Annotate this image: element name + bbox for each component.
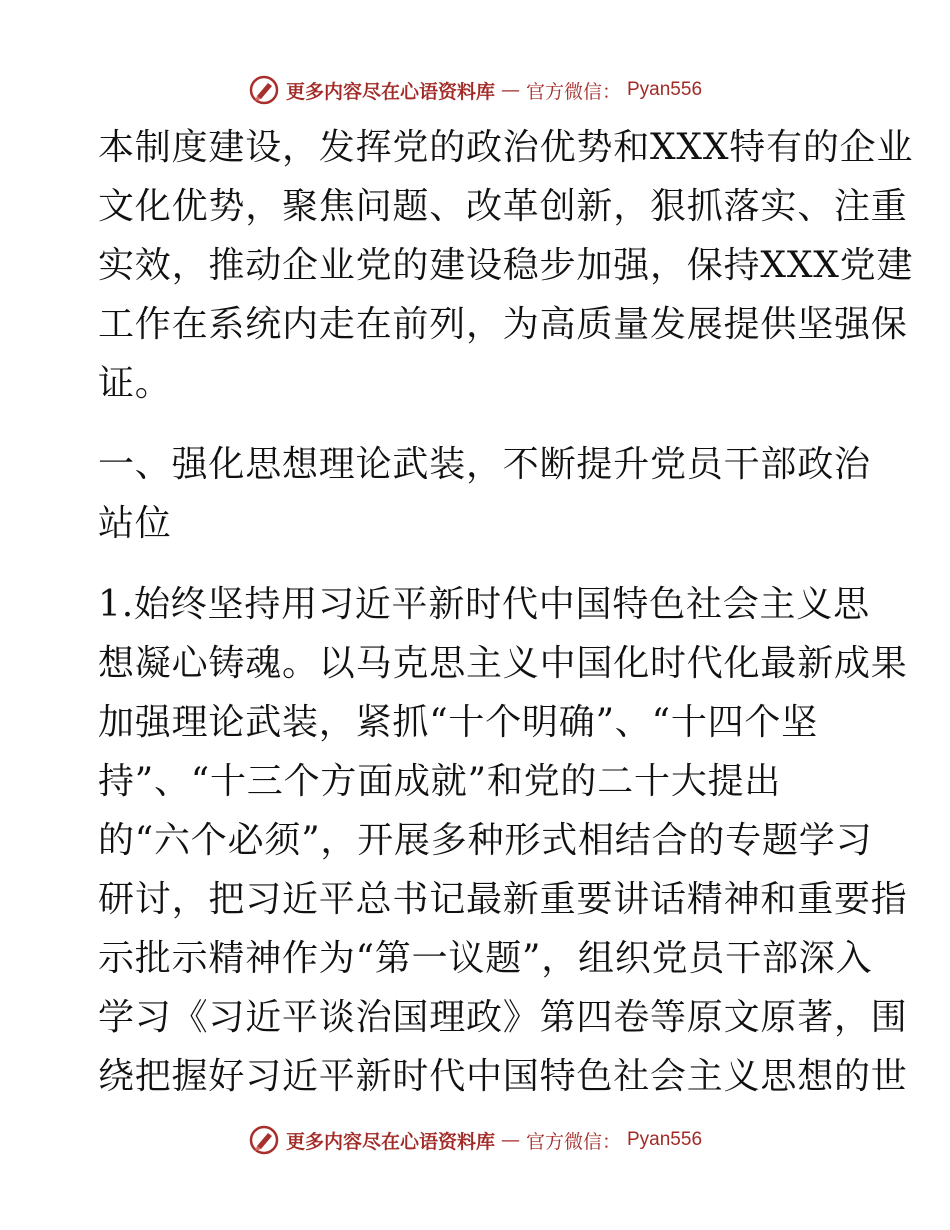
footer-watermark [0,1120,950,1160]
watermark-official-label: 官方微信： [525,80,621,103]
text-line: 持”、“十三个方面成就”和党的二十大提出 [98,761,782,802]
text-line: 文化优势，聚焦问题、改革创新，狠抓落实、注重 [98,186,908,227]
heading-line: 一、强化思想理论武装，不断提升党员干部政治 [98,444,871,485]
pen-logo-icon [248,74,280,106]
text-line: 绕把握好习近平新时代中国特色社会主义思想的世 [98,1056,908,1097]
watermark-main-text: 更多内容尽在心语资料库 [285,80,495,103]
watermark-official-label: 官方微信： [525,1130,621,1153]
paragraph-intro [98,118,914,413]
text-line: 1.始终坚持用习近平新时代中国特色社会主义思 [98,584,870,625]
text-line: 的“六个必须”，开展多种形式相结合的专题学习 [98,820,873,861]
pen-logo-icon [248,1124,280,1156]
watermark-main-text: 更多内容尽在心语资料库 [285,1130,495,1153]
text-line: 本制度建设，发挥党的政治优势和XXX特有的企业 [98,127,914,168]
text-line: 工作在系统内走在前列，为高质量发展提供坚强保 [98,304,908,345]
text-line: 加强理论武装，紧抓“十个明确”、“十四个坚 [98,702,819,743]
watermark-wechat-id: Pyan556 [627,1129,703,1150]
watermark-dash: — [500,1129,520,1151]
paragraph-item-1 [98,575,908,1106]
text-line: 示批示精神作为“第一议题”，组织党员干部深入 [98,938,873,979]
text-line: 研讨，把习近平总书记最新重要讲话精神和重要指 [98,879,908,920]
heading-line: 站位 [98,503,172,544]
text-line: 实效，推动企业党的建设稳步加强，保持XXX党建 [98,245,914,286]
text-line: 证。 [98,363,172,404]
watermark-wechat-id: Pyan556 [627,79,703,100]
section-heading [98,435,871,553]
document-body [98,118,914,1106]
text-line: 学习《习近平谈治国理政》第四卷等原文原著，围 [98,997,908,1038]
header-watermark [0,70,950,110]
text-line: 想凝心铸魂。以马克思主义中国化时代化最新成果 [98,643,908,684]
watermark-dash: — [500,79,520,101]
